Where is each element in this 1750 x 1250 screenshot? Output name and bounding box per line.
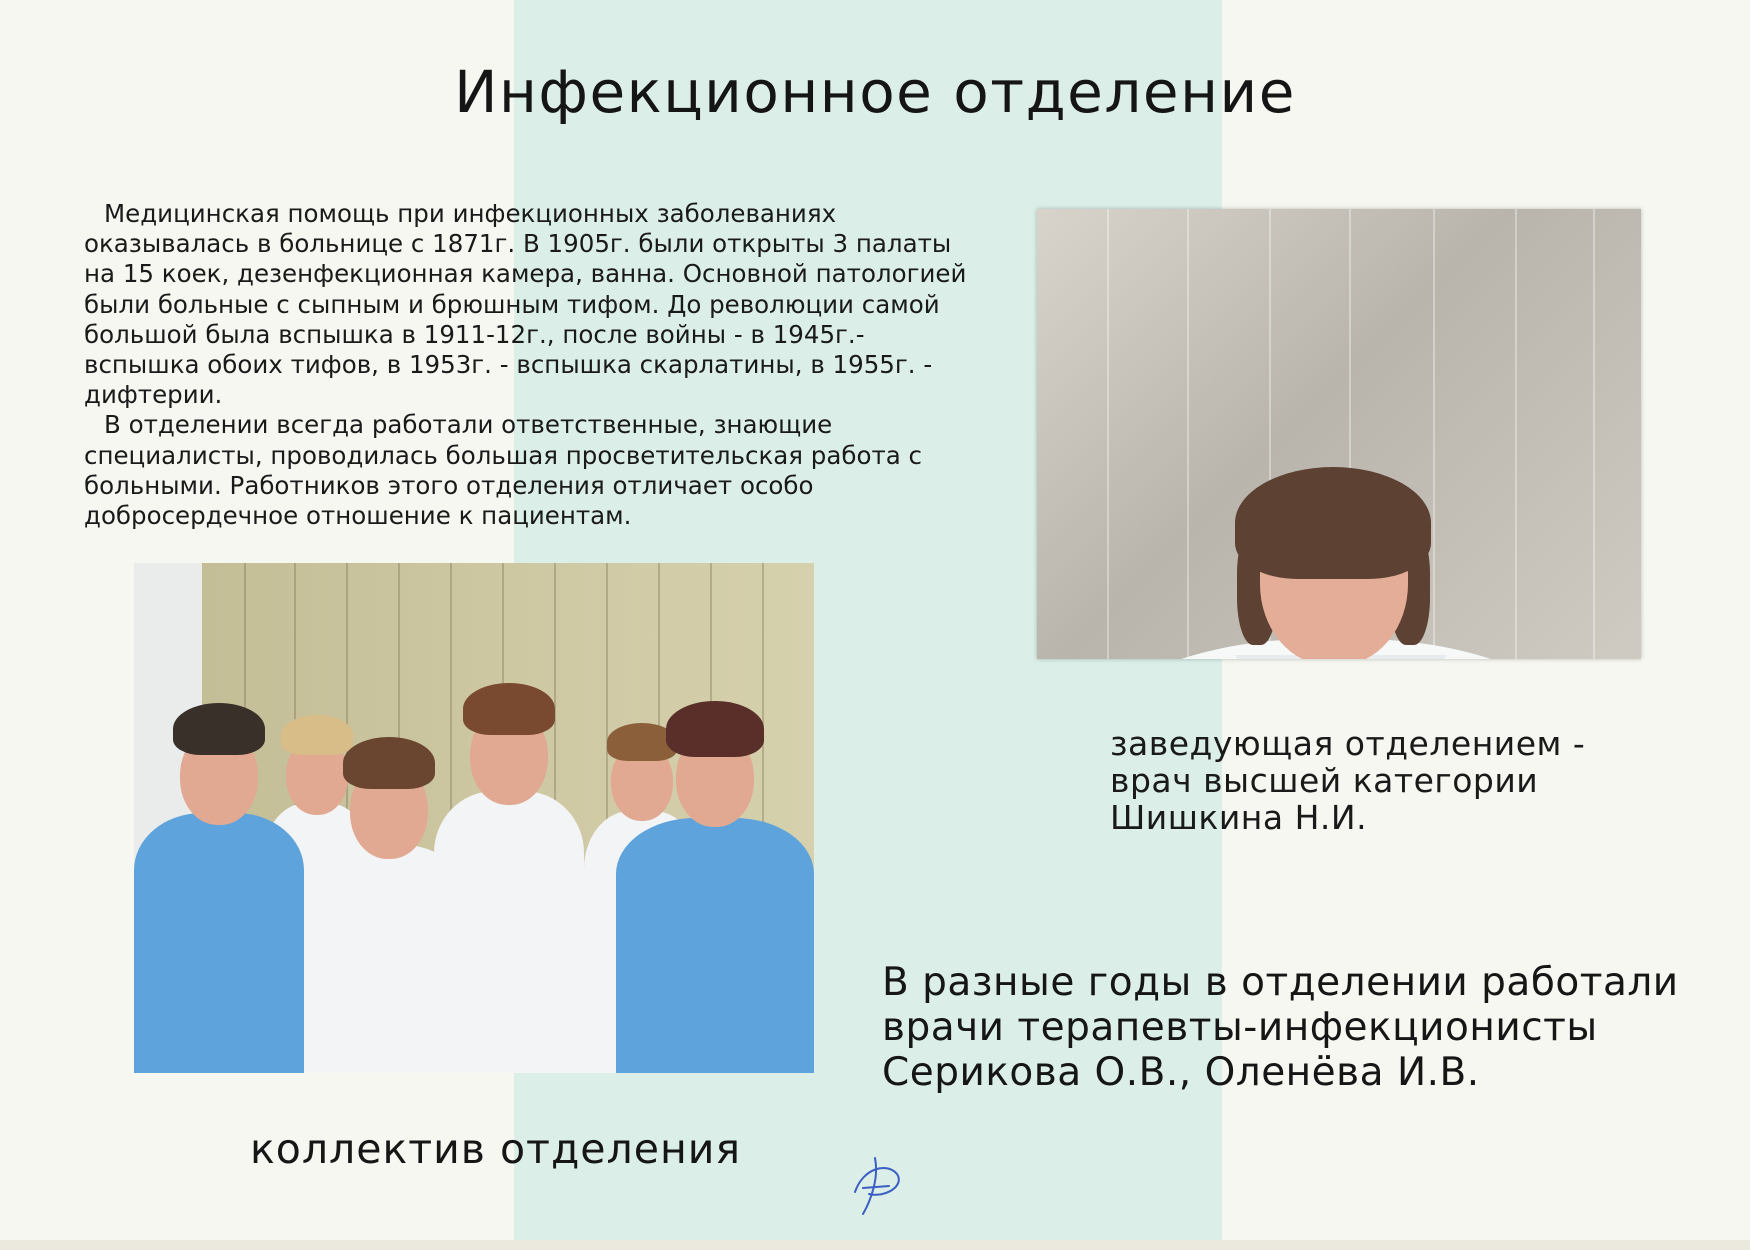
team-caption: коллектив отделения	[250, 1125, 742, 1173]
caption-line: Шишкина Н.И.	[1110, 798, 1368, 837]
head-of-department-photo	[1037, 209, 1641, 659]
history-text	[84, 199, 984, 531]
doctors-note	[882, 960, 1679, 1095]
caption-line: врач высшей категории	[1110, 761, 1539, 800]
team-group-photo	[134, 563, 814, 1073]
pen-mark-icon	[845, 1148, 909, 1220]
page-title: Инфекционное отделение	[454, 58, 1296, 126]
doctors-line: В разные годы в отделении работали	[882, 960, 1679, 1005]
caption-line: заведующая отделением -	[1110, 724, 1586, 763]
history-paragraph: В отделении всегда работали ответственные, знающие специалисты, проводилась большая просветительская работа с больными. Работников этого отделения отличает особо добросердечное отношение к пациентам.	[84, 410, 922, 531]
doctors-line: Серикова О.В., Оленёва И.В.	[882, 1050, 1480, 1095]
page-bottom-edge	[0, 1240, 1750, 1250]
history-paragraph: Медицинская помощь при инфекционных заболеваниях оказывалась в больнице с 1871г. В 1905г. были открыты 3 палаты на 15 коек, дезенфекционная камера, ванна. Основной патологией были больные с сыпным и брюшным тифом. До революции самой большой была вспышка в 1911-12г., после войны - в 1945г.- вспышка обоих тифов, в 1953г. - вспышка скарлатины, в 1955г. - дифтерии.	[84, 199, 967, 410]
doctors-line: врачи терапевты-инфекционисты	[882, 1005, 1598, 1050]
head-of-department-caption	[1110, 725, 1585, 836]
